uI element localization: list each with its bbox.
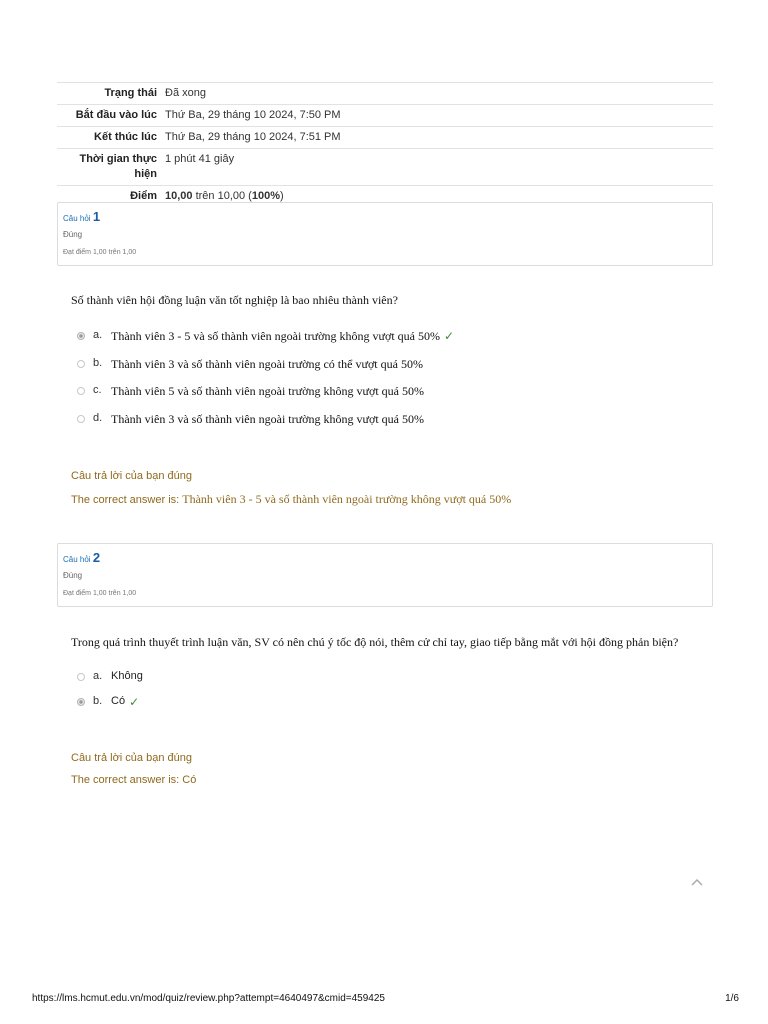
correct-answer-prefix: The correct answer is:: [71, 494, 183, 506]
correct-answer-2: [71, 774, 196, 786]
question-info-2: [57, 543, 713, 607]
feedback-correct-1: Câu trả lời của bạn đúng: [71, 470, 192, 482]
check-icon: ✓: [129, 695, 140, 709]
answer-list-1: [77, 329, 454, 439]
answer-option[interactable]: [77, 670, 143, 695]
answer-text: Thành viên 3 và số thành viên ngoài trường có thể vượt quá 50%: [111, 356, 423, 371]
question-text-2: Trong quá trình thuyết trình luận văn, SV có nên chú ý tốc độ nói, thêm cử chỉ tay, giao tiếp bằng mắt với hội đồng phản biện?: [71, 635, 679, 649]
question-number: [63, 209, 100, 224]
grade-score: 10,00: [165, 190, 193, 202]
correct-answer-text: Có: [182, 774, 197, 786]
summary-row-started: [57, 105, 713, 127]
grade-out-of: trên 10,00 (: [192, 190, 252, 202]
summary-label: Điểm: [57, 186, 161, 208]
question-label: Câu hỏi: [63, 555, 91, 564]
answer-text: Thành viên 3 và số thành viên ngoài trường không vượt quá 50%: [111, 411, 424, 426]
summary-row-completed: [57, 127, 713, 149]
feedback-correct-2: Câu trả lời của bạn đúng: [71, 752, 192, 764]
grade-close: ): [280, 190, 284, 202]
answer-letter: a.: [93, 670, 103, 682]
grade-percent: 100%: [251, 190, 280, 202]
question-state: Đúng: [63, 571, 83, 580]
answer-letter: a.: [93, 329, 103, 341]
question-number: [63, 550, 100, 565]
print-url: https://lms.hcmut.edu.vn/mod/quiz/review.php?attempt=4640497&cmid=459425: [32, 993, 385, 1004]
answer-letter: c.: [93, 384, 102, 396]
question-label: Câu hỏi: [63, 214, 91, 223]
summary-label: Thời gian thực hiện: [57, 149, 161, 186]
question-grade: Đạt điểm 1,00 trên 1,00: [63, 590, 137, 597]
radio-button[interactable]: [77, 360, 85, 368]
question-grade: Đạt điểm 1,00 trên 1,00: [63, 249, 137, 256]
summary-row-state: [57, 83, 713, 105]
answer-letter: b.: [93, 695, 103, 707]
answer-letter: d.: [93, 411, 103, 424]
summary-value: Đã xong: [161, 83, 713, 105]
quiz-summary-table: [57, 82, 713, 208]
page-number: 1/6: [725, 993, 739, 1004]
answer-text: Không: [111, 670, 143, 682]
answer-text: Có: [111, 695, 126, 707]
summary-row-duration: [57, 149, 713, 186]
summary-label: Trạng thái: [57, 83, 161, 105]
answer-text: Thành viên 5 và số thành viên ngoài trường không vượt quá 50%: [111, 384, 424, 398]
radio-button[interactable]: [77, 415, 85, 423]
correct-answer-text: Thành viên 3 - 5 và số thành viên ngoài trường không vượt quá 50%: [182, 492, 512, 506]
question-number-value: 1: [92, 209, 101, 224]
check-icon: ✓: [443, 329, 455, 343]
answer-text: Thành viên 3 - 5 và số thành viên ngoài trường không vượt quá 50%: [111, 329, 440, 343]
answer-option[interactable]: [77, 357, 454, 385]
radio-button-checked[interactable]: [77, 332, 85, 340]
radio-button-checked[interactable]: [77, 698, 85, 706]
answer-option[interactable]: [77, 695, 143, 720]
question-state: Đúng: [63, 230, 83, 239]
question-number-value: 2: [92, 550, 101, 565]
summary-label: Bắt đầu vào lúc: [57, 105, 161, 127]
answer-letter: b.: [93, 356, 103, 369]
answer-option[interactable]: [77, 412, 454, 440]
chevron-up-icon[interactable]: [689, 873, 705, 889]
correct-answer-prefix: The correct answer is:: [71, 774, 183, 786]
summary-label: Kết thúc lúc: [57, 127, 161, 149]
radio-button[interactable]: [77, 387, 85, 395]
summary-value: Thứ Ba, 29 tháng 10 2024, 7:50 PM: [161, 105, 713, 127]
summary-value: 1 phút 41 giây: [161, 149, 713, 186]
answer-option[interactable]: [77, 384, 454, 412]
summary-value: Thứ Ba, 29 tháng 10 2024, 7:51 PM: [161, 127, 713, 149]
question-info-1: [57, 202, 713, 266]
correct-answer-1: [71, 492, 511, 507]
answer-option[interactable]: [77, 329, 454, 357]
answer-list-2: [77, 670, 143, 720]
question-text-1: Số thành viên hội đồng luận văn tốt nghiệp là bao nhiêu thành viên?: [71, 293, 398, 307]
radio-button[interactable]: [77, 673, 85, 681]
